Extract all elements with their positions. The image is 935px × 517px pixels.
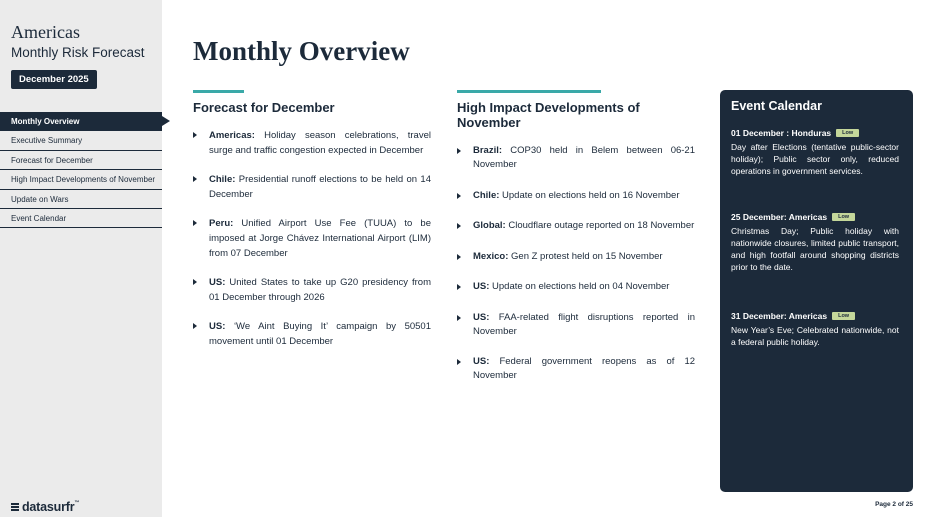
forecast-heading: Forecast for December (193, 100, 335, 115)
list-item (457, 355, 695, 383)
item-text: FAA-related flight disruptions reported in November (473, 311, 696, 337)
logo-bars-icon (11, 503, 19, 511)
forecast-list (193, 128, 431, 349)
developments-section (457, 90, 695, 383)
item-text: United States to take up G20 presidency from 01 December through 2026 (209, 277, 432, 303)
item-text: Federal government reopens as of 12 November (473, 356, 696, 381)
page-number: Page 2 of 25 (875, 501, 913, 508)
item-text: Presidential runoff elections to be held on 14 December (209, 174, 431, 200)
item-label: US: (473, 356, 490, 367)
item-text: Holiday season celebrations, travel surge and traffic congestion expected in December (209, 130, 431, 156)
item-text: Cloudflare outage reported on 18 November (508, 220, 695, 231)
item-label: Americas: (209, 130, 255, 141)
calendar-event-header (731, 128, 899, 138)
sidebar-item-high-impact-developments[interactable]: High Impact Developments of November (0, 170, 162, 189)
sidebar-item-monthly-overview[interactable]: Monthly Overview (0, 112, 162, 131)
forecast-accent-bar (193, 90, 244, 93)
list-item (193, 216, 431, 261)
calendar-event (731, 212, 899, 273)
item-label: US: (209, 277, 226, 288)
item-label: Chile: (209, 174, 236, 185)
sidebar-nav (0, 112, 162, 228)
item-label: US: (473, 311, 490, 323)
list-item (457, 280, 695, 294)
page-title: Monthly Overview (193, 36, 410, 66)
logo-wordmark: datasurfr (22, 500, 75, 514)
calendar-event-description: Christmas Day; Public holiday with nationwide closures, limited public transport, and high footfall around shopping districts prior to the date. (731, 226, 899, 272)
calendar-event (731, 311, 899, 348)
list-item (193, 319, 431, 349)
item-label: Mexico: (473, 250, 509, 262)
risk-badge: Low (836, 129, 859, 137)
sidebar-region: Americas (11, 22, 80, 42)
item-text: Unified Airport Use Fee (TUUA) to be imposed at Jorge Chávez International Airport (LIM) from 07 December (209, 218, 431, 259)
sidebar-item-update-on-wars[interactable]: Update on Wars (0, 190, 162, 209)
item-text: Gen Z protest held on 15 November (511, 250, 663, 262)
developments-accent-bar (457, 90, 601, 93)
risk-badge: Low (832, 213, 855, 221)
list-item (457, 219, 695, 233)
list-item (457, 144, 695, 172)
event-calendar-heading: Event Calendar (731, 99, 823, 113)
logo-text (22, 500, 79, 514)
logo-trademark: ™ (74, 500, 80, 506)
list-item (457, 250, 695, 264)
item-text: COP30 held in Belem between 06-21 November (473, 145, 695, 170)
item-label: US: (473, 281, 490, 292)
list-item (193, 275, 431, 305)
risk-badge: Low (832, 312, 855, 320)
calendar-event-title: 01 December : Honduras (731, 128, 832, 138)
datasurfr-logo (11, 500, 79, 514)
forecast-section (193, 90, 431, 349)
event-calendar-panel (720, 90, 913, 492)
item-label: Brazil: (473, 145, 503, 156)
calendar-event-title: 25 December: Americas (731, 212, 828, 222)
sidebar-item-forecast[interactable]: Forecast for December (0, 151, 162, 170)
list-item (457, 189, 695, 203)
report-date-badge: December 2025 (11, 70, 97, 89)
sidebar (0, 0, 162, 517)
sidebar-item-event-calendar[interactable]: Event Calendar (0, 209, 162, 228)
calendar-event-header (731, 311, 899, 321)
sidebar-report-title: Monthly Risk Forecast (11, 45, 145, 60)
item-text: Update on elections held on 04 November (492, 281, 670, 292)
developments-heading: High Impact Developments of November (457, 100, 640, 130)
item-label: Peru: (209, 218, 234, 229)
item-label: US: (209, 321, 226, 332)
calendar-event (731, 128, 899, 177)
item-text: ‘We Aint Buying It’ campaign by 50501 movement until 01 December (209, 321, 431, 347)
sidebar-item-executive-summary[interactable]: Executive Summary (0, 131, 162, 150)
developments-list (457, 144, 695, 383)
calendar-event-description: Day after Elections (tentative public-sector holiday); Public sector only, reduced operations in government services. (731, 142, 899, 176)
list-item (457, 311, 695, 339)
list-item (193, 172, 431, 202)
item-label: Chile: (473, 189, 500, 201)
calendar-event-title: 31 December: Americas (731, 311, 828, 321)
calendar-event-header (731, 212, 899, 222)
item-text: Update on elections held on 16 November (502, 189, 680, 201)
item-label: Global: (473, 220, 506, 231)
list-item (193, 128, 431, 158)
calendar-event-description: New Year’s Eve; Celebrated nationwide, not a federal public holiday. (731, 325, 899, 347)
